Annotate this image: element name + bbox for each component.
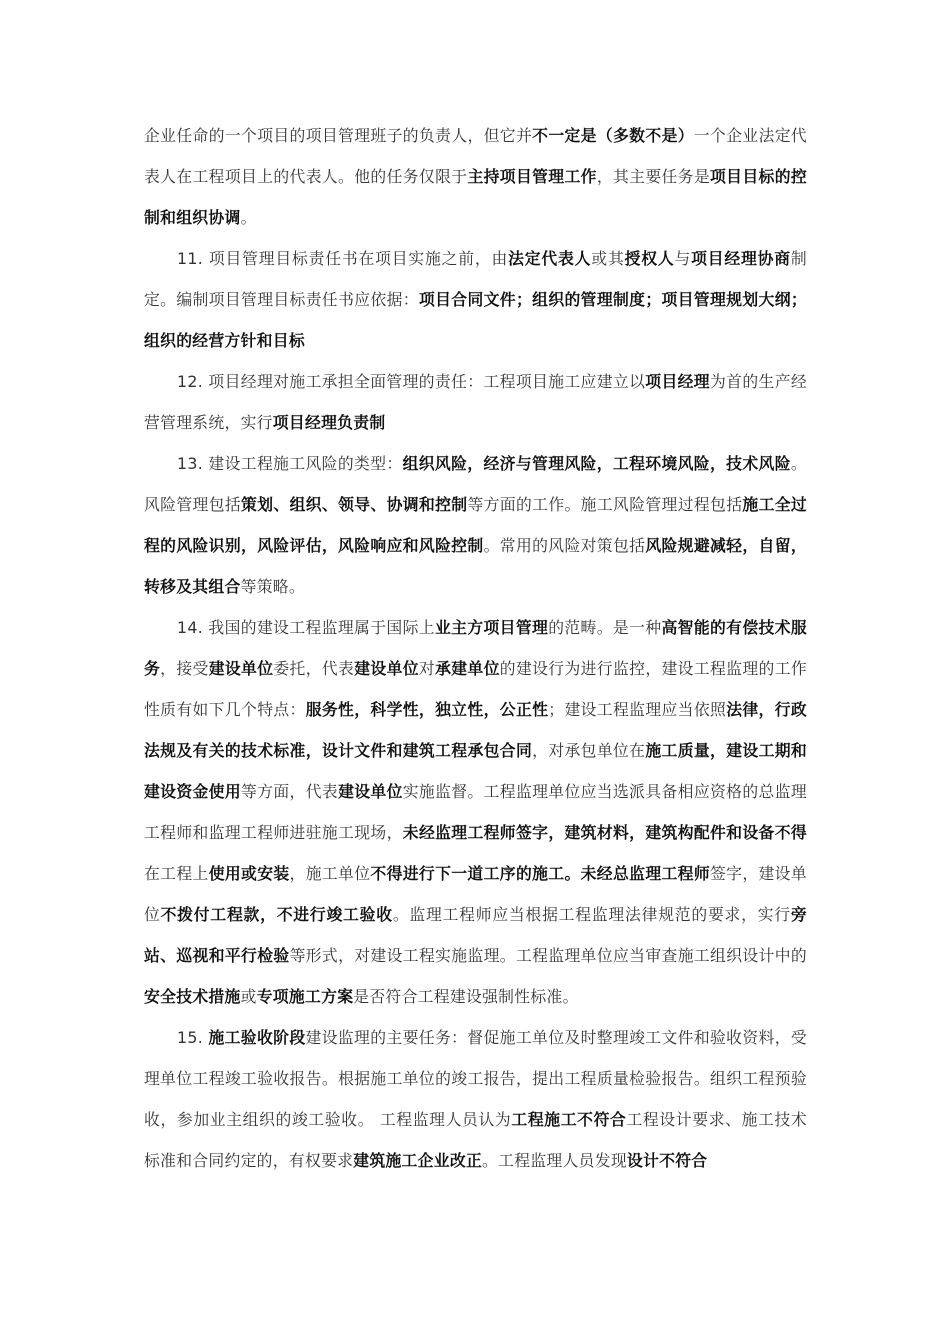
bold-text: 授权人: [624, 249, 675, 268]
text-run: 或: [240, 987, 257, 1006]
text-run: 制定。编制项目管理目标责任书应依据：: [144, 249, 807, 309]
bold-text: 组织风险，经济与管理风险，工程环境风险，技术风险: [402, 454, 791, 473]
bold-text: 项目目标的控制和组织协调: [144, 167, 807, 227]
bold-text: 项目经理负责制: [272, 413, 386, 432]
text-run: 工程设计要求、施工技术标准和合同约定的，有权要求: [144, 1110, 807, 1170]
bold-text: 项目经理协商: [691, 249, 791, 268]
text-run: 签字，建设单位: [144, 864, 807, 924]
document-body: [144, 115, 807, 1181]
bold-text: 高智能的有偿技术服务: [144, 618, 807, 678]
text-run: 或其: [591, 249, 625, 268]
text-run: 一个企业法定代表人在工程项目上的代表人。他的任务仅限于: [144, 126, 808, 186]
text-run: ；建设工程监理应当依照: [548, 700, 727, 719]
text-run: 与: [674, 249, 692, 268]
bold-text: 项目合同文件；组织的管理制度；项目管理规划大纲；组织的经营方针和目标: [144, 290, 807, 350]
text-run: 实施监督。工程监理单位应当选派具备相应资格的总监理工程师和监理工程师进驻施工现场，: [144, 782, 807, 842]
paragraph-p-cont: [144, 115, 807, 238]
paragraph-p-14: [144, 607, 807, 1017]
bold-text: 工程施工不符合: [511, 1110, 627, 1129]
bold-text: 施工验收阶段: [208, 1028, 306, 1047]
bold-text: 施工全过程的风险识别，风险评估，风险响应和风险控制: [144, 495, 808, 555]
bold-text: 未经监理工程师签字，建筑材料，建筑构配件和设备不得: [402, 823, 807, 842]
paragraph-p-11: [144, 238, 807, 361]
text-run: 13. 建设工程施工风险的类型：: [177, 454, 403, 473]
bold-text: 承建单位: [435, 659, 500, 678]
bold-text: 建设单位: [354, 659, 419, 678]
bold-text: 不得进行下一道工序的施工。未经总监理工程师: [370, 864, 710, 883]
text-run: 。常用的风险对策包括: [483, 536, 646, 555]
text-run: 委托，代表: [273, 659, 355, 678]
text-run: 11. 项目管理目标责任书在项目实施之前，由: [177, 249, 509, 268]
text-run: 的建设行为进行监控，建设工程监理的工作性质有如下几个特点：: [144, 659, 807, 719]
text-run: ，接受: [160, 659, 209, 678]
text-run: 为首的生产经营管理系统，实行: [144, 372, 807, 432]
bold-text: 旁站、巡视和平行检验: [144, 905, 807, 965]
bold-text: 安全技术措施: [144, 987, 241, 1006]
bold-text: 专项施工方案: [256, 987, 354, 1006]
text-run: 14. 我国的建设工程监理属于国际上: [177, 618, 435, 637]
bold-text: 不拨付工程款，不进行竣工验收: [160, 905, 393, 924]
bold-text: 法律，行政法规及有关的技术标准，设计文件和建筑工程承包合同: [144, 700, 807, 760]
bold-text: 策划、组织、领导、协调和控制: [241, 495, 468, 514]
bold-text: 建设单位: [338, 782, 403, 801]
text-run: 企业任命的一个项目的项目管理班子的负责人，但它并: [144, 126, 533, 145]
paragraph-p-12: [144, 361, 807, 443]
bold-text: 建筑施工企业改正: [353, 1151, 483, 1170]
text-run: 12. 项目经理对施工承担全面管理的责任：工程项目施工应建立以: [177, 372, 646, 391]
text-run: 等方面，代表: [241, 782, 339, 801]
text-run: 。工程监理人员发现: [482, 1151, 627, 1170]
bold-text: 使用或安装: [208, 864, 290, 883]
text-run: ，其主要任务是: [596, 167, 711, 186]
text-run: 15.: [177, 1028, 209, 1047]
bold-text: 建设单位: [208, 659, 274, 678]
bold-text: 施工质量，建设工期和建设资金使用: [144, 741, 808, 801]
bold-text: 服务性，科学性，独立性，公正性: [305, 700, 549, 719]
text-run: 。监理工程师应当根据工程监理法律规范的要求，实行: [392, 905, 791, 924]
text-run: 的范畴。是一种: [548, 618, 662, 637]
text-run: ，施工单位: [289, 864, 371, 883]
text-run: ，对承包单位在: [532, 741, 646, 760]
bold-text: 设计不符合: [626, 1151, 708, 1170]
text-run: 等形式，对建设工程实施监理。工程监理单位应当审查施工组织设计中的: [289, 946, 808, 965]
bold-text: 风险规避减轻，自留，转移及其组合: [144, 536, 807, 596]
bold-text: 不一定是（多数不是）: [532, 126, 694, 145]
text-run: 是否符合工程建设强制性标准。: [353, 987, 579, 1006]
paragraph-p-13: [144, 443, 807, 607]
text-run: 建设监理的主要任务：督促施工单位及时整理竣工文件和验收资料，受理单位工程竣工验收报告。根据施工单位的竣工报告，提出工程质量检验报告。组织工程预验收，参加业主组织的竣工验收。 工程监理人员认为: [144, 1028, 807, 1129]
text-run: 。: [240, 208, 257, 227]
bold-text: 项目经理: [645, 372, 710, 391]
text-run: 。风险管理包括: [144, 454, 807, 514]
bold-text: 主持项目管理工作: [467, 167, 597, 186]
paragraph-p-15: [144, 1017, 807, 1181]
bold-text: 法定代表人: [508, 249, 592, 268]
text-run: 在工程上: [144, 864, 209, 883]
text-run: 等方面的工作。施工风险管理过程包括: [467, 495, 743, 514]
text-run: 等策略。: [240, 577, 305, 596]
text-run: 对: [418, 659, 436, 678]
bold-text: 业主方项目管理: [434, 618, 549, 637]
